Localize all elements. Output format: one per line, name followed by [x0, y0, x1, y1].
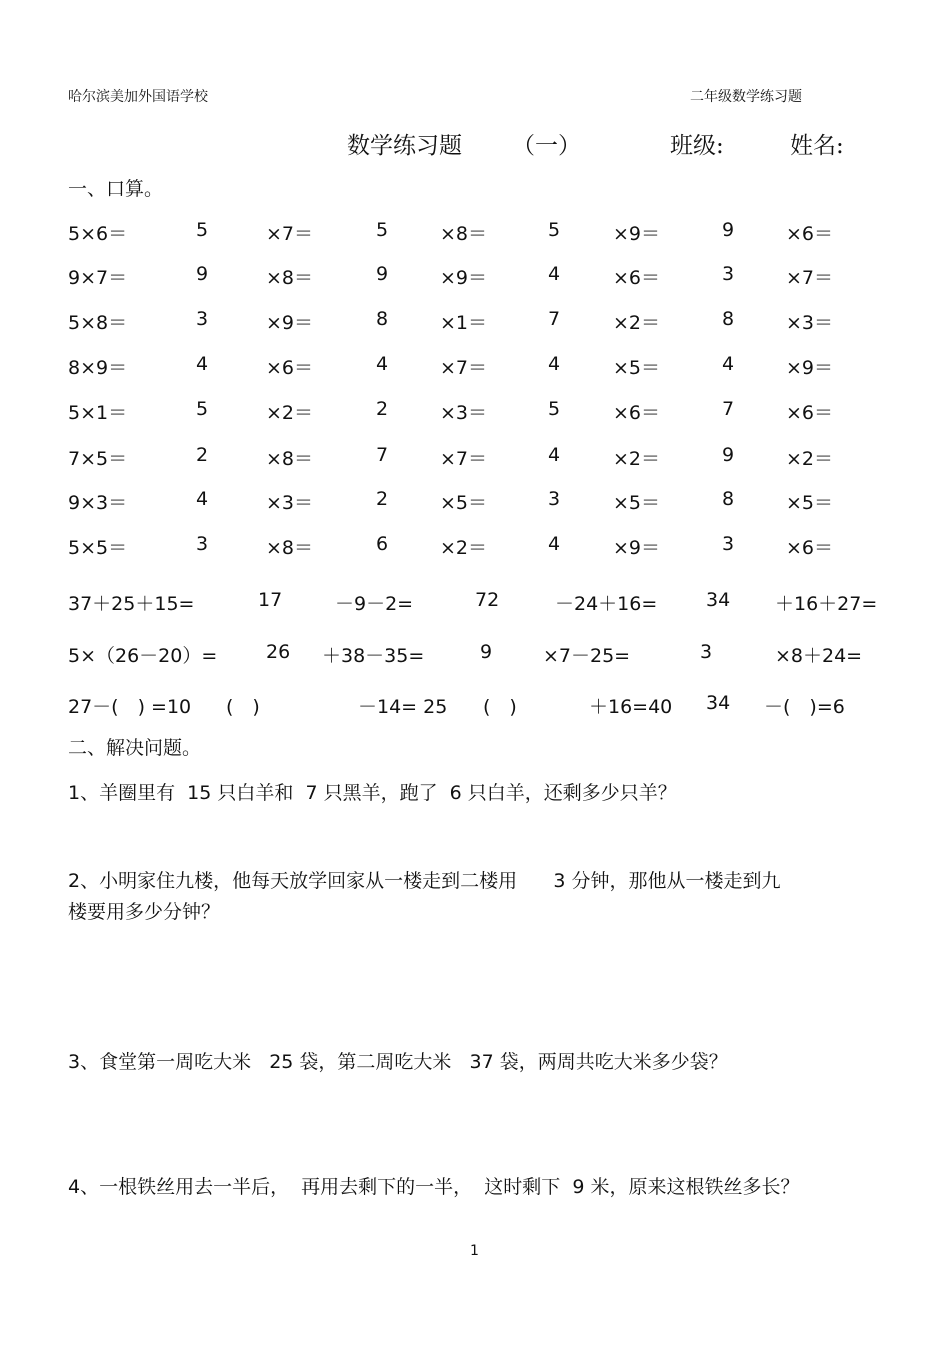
mult-cell: 9 [376, 263, 389, 285]
mult-cell: 4 [196, 488, 209, 510]
mult-cell: 4 [548, 533, 561, 555]
mult-cell: 4 [548, 353, 561, 375]
section-oral-heading: 一、口算。 [68, 178, 164, 200]
mult-cell: 3 [196, 308, 209, 330]
mult-cell: 3 [548, 488, 561, 510]
problem-2: 2、小明家住九楼，他每天放学回家从一楼走到二楼用 3 分钟，那他从一楼走到九 [68, 870, 781, 892]
school-name: 哈尔滨美加外国语学校 [68, 89, 208, 105]
mixed-cell: ＋16＋27= [775, 593, 878, 615]
mult-cell: 7 [376, 444, 389, 466]
mult-cell: 8×9＝ [68, 357, 128, 379]
mult-cell: 3 [722, 533, 735, 555]
mult-cell: 8 [722, 488, 735, 510]
mult-cell: 5×5＝ [68, 537, 128, 559]
mult-cell: 9 [722, 444, 735, 466]
mixed-cell: －9－2= [335, 593, 414, 615]
worksheet-number: （一） [512, 133, 581, 159]
mult-cell: 2 [376, 488, 389, 510]
mult-cell: ×3＝ [786, 312, 834, 334]
mult-cell: ×6＝ [266, 357, 314, 379]
mult-cell: 2 [376, 398, 389, 420]
mult-cell: ×2＝ [613, 312, 661, 334]
mult-cell: 9×3＝ [68, 492, 128, 514]
mixed-cell: 37＋25＋15= [68, 593, 195, 615]
mult-cell: ×6＝ [613, 402, 661, 424]
worksheet-title: 数学练习题 [347, 133, 462, 159]
mult-cell: 7 [722, 398, 735, 420]
mult-cell: ×6＝ [786, 537, 834, 559]
mult-cell: ×9＝ [786, 357, 834, 379]
section-problems-heading: 二、解决问题。 [68, 737, 202, 759]
mult-cell: ×3＝ [440, 402, 488, 424]
mult-cell: ×9＝ [440, 267, 488, 289]
mult-cell: ×8＝ [266, 537, 314, 559]
mult-cell: ×9＝ [613, 223, 661, 245]
mult-cell: 5 [548, 398, 561, 420]
mult-cell: 9 [722, 219, 735, 241]
problem-2-continued: 楼要用多少分钟？ [68, 901, 221, 923]
mixed-cell: ( ) [226, 696, 260, 718]
mult-cell: ×9＝ [266, 312, 314, 334]
mult-cell: ×8＝ [440, 223, 488, 245]
mult-cell: 5 [548, 219, 561, 241]
mixed-cell: －24＋16= [555, 593, 658, 615]
mult-cell: ×9＝ [613, 537, 661, 559]
mult-cell: ×2＝ [786, 448, 834, 470]
class-label: 班级: [670, 133, 724, 159]
mult-cell: ×6＝ [786, 223, 834, 245]
mult-cell: 5×1＝ [68, 402, 128, 424]
mult-cell: ×7＝ [266, 223, 314, 245]
mult-cell: 2 [196, 444, 209, 466]
name-label: 姓名: [790, 133, 844, 159]
mult-cell: 4 [376, 353, 389, 375]
mult-cell: ×7＝ [440, 357, 488, 379]
mult-cell: ×1＝ [440, 312, 488, 334]
mixed-cell: ( ) [483, 696, 517, 718]
mult-cell: 5×8＝ [68, 312, 128, 334]
mult-cell: ×2＝ [440, 537, 488, 559]
mult-cell: ×6＝ [613, 267, 661, 289]
mult-cell: 3 [196, 533, 209, 555]
mixed-cell: 9 [480, 641, 493, 663]
problem-3: 3、食堂第一周吃大米 25 袋，第二周吃大米 37 袋，两周共吃大米多少袋？ [68, 1051, 728, 1073]
mixed-cell: ＋38－35= [322, 645, 425, 667]
mult-cell: 9×7＝ [68, 267, 128, 289]
mixed-cell: －14= 25 [358, 696, 448, 718]
mult-cell: 4 [548, 263, 561, 285]
mixed-cell: 17 [258, 589, 283, 611]
mult-cell: ×5＝ [786, 492, 834, 514]
subject-label: 二年级数学练习题 [690, 89, 802, 105]
mult-cell: 8 [376, 308, 389, 330]
mult-cell: ×7＝ [786, 267, 834, 289]
mixed-cell: 5×（26－20）= [68, 645, 218, 667]
mixed-cell: ×8＋24= [775, 645, 863, 667]
mult-cell: ×5＝ [613, 357, 661, 379]
mult-cell: 4 [548, 444, 561, 466]
mixed-cell: 72 [475, 589, 500, 611]
mult-cell: 5 [376, 219, 389, 241]
mult-cell: ×8＝ [266, 267, 314, 289]
page-number: 1 [470, 1243, 479, 1259]
mult-cell: 3 [722, 263, 735, 285]
mult-cell: 5 [196, 398, 209, 420]
mult-cell: 8 [722, 308, 735, 330]
mixed-cell: －( )=6 [764, 696, 845, 718]
mult-cell: ×5＝ [440, 492, 488, 514]
mixed-cell: 26 [266, 641, 291, 663]
problem-1: 1、羊圈里有 15 只白羊和 7 只黑羊，跑了 6 只白羊，还剩多少只羊？ [68, 782, 677, 804]
mult-cell: 9 [196, 263, 209, 285]
mult-cell: 7×5＝ [68, 448, 128, 470]
mult-cell: ×8＝ [266, 448, 314, 470]
mixed-cell: 27－( ) =10 [68, 696, 192, 718]
mult-cell: 7 [548, 308, 561, 330]
mixed-cell: 34 [706, 692, 731, 714]
mult-cell: 4 [196, 353, 209, 375]
mult-cell: 6 [376, 533, 389, 555]
mixed-cell: 3 [700, 641, 713, 663]
mult-cell: 4 [722, 353, 735, 375]
mixed-cell: 34 [706, 589, 731, 611]
mult-cell: ×6＝ [786, 402, 834, 424]
mixed-cell: ＋16=40 [589, 696, 673, 718]
mult-cell: 5×6＝ [68, 223, 128, 245]
mult-cell: 5 [196, 219, 209, 241]
problem-4: 4、一根铁丝用去一半后， 再用去剩下的一半， 这时剩下 9 米，原来这根铁丝多长？ [68, 1176, 800, 1198]
mult-cell: ×5＝ [613, 492, 661, 514]
mult-cell: ×7＝ [440, 448, 488, 470]
mixed-cell: ×7－25= [543, 645, 631, 667]
mult-cell: ×3＝ [266, 492, 314, 514]
mult-cell: ×2＝ [613, 448, 661, 470]
mult-cell: ×2＝ [266, 402, 314, 424]
